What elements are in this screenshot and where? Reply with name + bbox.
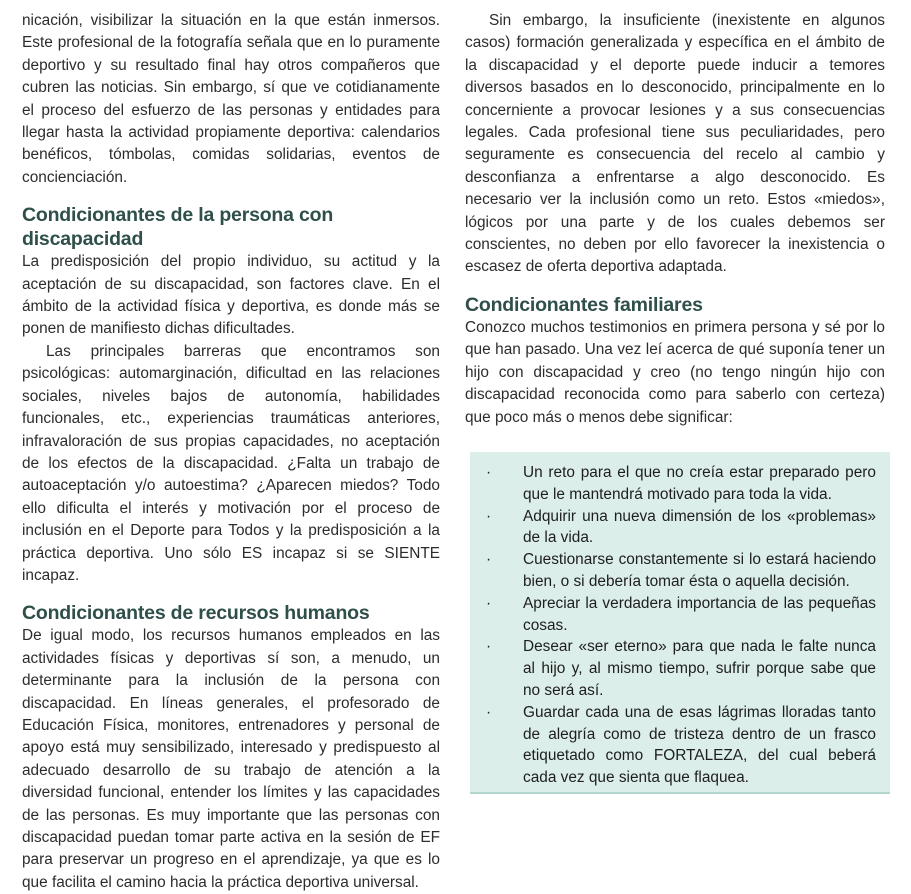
section-heading: Condicionantes de recursos humanos bbox=[22, 602, 370, 625]
bullet-list bbox=[470, 452, 890, 789]
list-item-text: Adquirir una nueva dimensión de los «problemas» de la vida. bbox=[523, 507, 876, 547]
left-column bbox=[22, 10, 440, 894]
section-heading: Condicionantes de la persona con discapacidad bbox=[22, 204, 334, 251]
list-item-text: Desear «ser eterno» para que nada le falte nunca al hijo y, al mismo tiempo, sufrir porque sabe que no será así. bbox=[523, 638, 876, 699]
bullet-icon: · bbox=[486, 507, 492, 525]
bullet-icon: · bbox=[486, 638, 492, 656]
list-item-text: Guardar cada una de esas lágrimas lloradas tanto de alegría como de tristeza dentro de un frasco etiquetado como FORTALEZA, del cual beberá cada vez que sienta que flaquea. bbox=[523, 703, 876, 787]
list-item-text: Un reto para el que no creía estar preparado pero que le mantendrá motivado para toda la vida. bbox=[523, 464, 876, 503]
list-item bbox=[478, 462, 876, 506]
list-item-text: Cuestionarse constantemente si lo estará haciendo bien, o si debería tomar ésta o aquella decisión. bbox=[523, 551, 876, 590]
bullet-icon: · bbox=[486, 464, 492, 481]
paragraph: Las principales barreras que encontramos son psicológicas: automarginación, dificultad en las relaciones sociales, niveles bajos de autonomía, habilidades funcionales, etc., experiencias traumáticas anteriores, infravaloración de sus propias capacidades, no aceptación de los efectos de la discapacidad. ¿Falta un trabajo de autoaceptación y/o autoestima? ¿Aparecen miedos? Todo ello dificulta el interés y motivación por el proceso de inclusión en el Deporte para Todos y la predisposición a la práctica deportiva. Uno sólo ES incapaz si se SIENTE incapaz. bbox=[22, 342, 440, 584]
bullet-icon: · bbox=[486, 551, 492, 569]
section-persona-discapacidad bbox=[22, 203, 440, 587]
highlight-box bbox=[470, 452, 890, 794]
intro-paragraph: Sin embargo, la insuficiente (inexistente en algunos casos) formación generalizada y específica en el ámbito de la discapacidad y el deporte puede inducir a temores diversos basados en lo desconocido, principalmente en lo concerniente a provocar lesiones y a sus consecuencias legales. Cada profesional tiene sus peculiaridades, pero seguramente es consecuencia del recelo al cambio y desconfianza a enfrentarse a algo desconocido. Es necesario ver la inclusión como un reto. Estos «miedos», lógicos por una parte y de los cuales debemos ser conscientes, no deben por ello favorecer la inexistencia o escasez de oferta deportiva adaptada. bbox=[465, 12, 885, 276]
bullet-icon: · bbox=[486, 703, 492, 721]
list-item bbox=[478, 549, 876, 593]
section-heading: Condicionantes familiares bbox=[465, 293, 703, 316]
paragraph: Conozco muchos testimonios en primera persona y sé por lo que han pasado. Una vez leí acerca de qué suponía tener un hijo con discapacidad y creo (no tengo ningún hijo con discapacidad reconocida como para saberlo con certeza) que poco más o menos debe significar: bbox=[465, 318, 885, 426]
paragraph: La predisposición del propio individuo, su actitud y la aceptación de su discapacidad, son factores clave. En el ámbito de la actividad física y deportiva, es donde más se ponen de manifiesto dichas dificultades. bbox=[22, 253, 440, 338]
paragraph: De igual modo, los recursos humanos empleados en las actividades físicas y deportivas sí son, a menudo, un determinante para la inclusión de la persona con discapacidad. En líneas generales, el profesorado de Educación Física, monitores, entrenadores y personal de apoyo está muy sensibilizado, interesado y predispuesto al adecuado desarrollo de su trabajo de atención a la diversidad funcional, entender los límites y las capacidades de las personas. Es muy importante que las personas con discapacidad puedan tomar parte activa en la sesión de EF para preservar un progreso en el aprendizaje, ya que es lo que facilita el camino hacia la práctica deportiva universal. bbox=[22, 627, 440, 891]
list-item bbox=[478, 593, 876, 637]
list-item-text: Apreciar la verdadera importancia de las pequeñas cosas. bbox=[523, 594, 876, 634]
list-item bbox=[478, 636, 876, 701]
list-item bbox=[478, 702, 876, 789]
intro-paragraph: nicación, visibilizar la situación en la que están inmersos. Este profesional de la fotografía señala que en lo puramente deportivo y su resultado final hay otros compañeros que cubren las noticias. Sin embargo, sí que ve cotidianamente el proceso del esfuerzo de las personas y entidades para llegar hasta la actividad propiamente deportiva: calendarios benéficos, tómbolas, comidas solidarias, eventos de concienciación. bbox=[22, 12, 440, 186]
bullet-icon: · bbox=[486, 594, 492, 612]
right-column bbox=[465, 10, 885, 429]
list-item bbox=[478, 506, 876, 550]
section-recursos-humanos bbox=[22, 601, 440, 894]
section-familiares bbox=[465, 293, 885, 429]
